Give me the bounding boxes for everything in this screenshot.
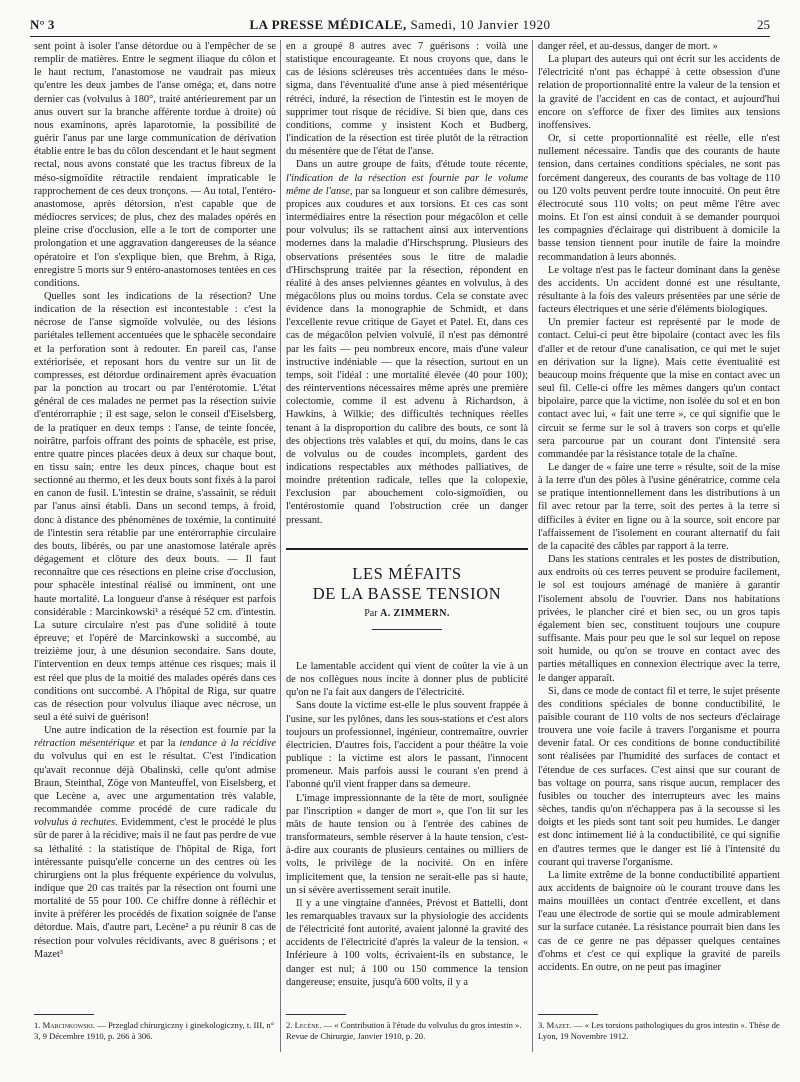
paragraph: Le danger de « faire une terre » résulte, soit de la mise à la terre d'un des pôles à l'usine génératrice, comme cela se pratique intentionnellement dans les distributions à un fil avec retour par la terre, soit des pertes à la terre si difficiles à éviter en ligne ou à la source, soit encore par l'affaissement de l'isolement en courant alternatif du fait de la capacité des câbles par rapport à la terre.	[538, 462, 780, 552]
paragraph: Le lamentable accident qui vient de coûter la vie à un de nos collègues nous incite à donner plus de publicité qu'on ne l'a fait aux dangers de l'électricité.	[286, 661, 528, 699]
footnote-1	[34, 1020, 276, 1042]
paragraph: en a groupé 8 autres avec 7 guérisons : voilà une statistique encourageante. Et nous croyons que, dans le cas de lésions scléreuses très accentuées dans le méso-sigma, dans l'éventualité d'une anse à pied mésentérique rétréci, induré, la résection de l'intestin est le moyen de supprimer tout risque de récidive. Si bien que, dans ces conditions, comme y insistent Koch et Budberg, l'indication de la résection est tirée plutôt de la rétraction du mésentère que de l'état de l'anse.	[286, 41, 528, 158]
paragraph: L'image impressionnante de la tête de mort, soulignée par l'inscription « danger de mort », que l'on lit sur les mâts de haute tension ou à l'entrée des cabines de transformateurs, semble réserver à la haute tension, c'est-à-dire aux courants de plusieurs centaines ou milliers de volts, le privilège de la nocivité. On en infère implicitement que, la tension ne serait-elle pas si haute, un si sévère avertissement serait inutile.	[286, 792, 528, 896]
paragraph: sent point à isoler l'anse détordue ou à l'empêcher de se remplir de matières. Entre le segment iliaque du côlon et le haut rectum, l'anastomose ne vaudrait pas mieux qu'entre les deux jambes de l'anse oméga; et, dans notre dernier cas (volvulus à 180°, traité antérieurement par un anus ouvert sur la branche afférente tordue à droite) où nous examinons, après laparotomie, la possibilité de guérir l'anus par une large communication de dérivation établie entre le bas du côlon descendant et le haut segment rectal, nous avons constaté que les tractus fibreux de la méso-sigmoïdite rétractile rendaient impraticable le rapprochement de ces deux tronçons. — Au total, l'entéro-anastomose, après détorsion, n'est capable que de médiocres services; de plus, chez des malades opérés en pleine crise d'occlusion, elle a le tort de comporter une prolongation et une aggravation dangereuses de la séance opératoire et l'on s'explique bien, que Brehm, à Riga, enregistre 5 morts sur 9 entéro-anastomoses tentées en ces conditions.	[34, 41, 276, 289]
text-run: . Evidemment, c'est le procédé le plus sûr de parer à la récidive; mais il ne faut pas perdre de vue sa léthalité : la statistique de l'hôpital de Riga, fort intéressante puisqu'elle concerne un des centres où les chirurgiens ont la plus fréquente expérience du volvulus, indique que 20 cas traités par la résection ont fourni une mortalité de 55 pour 100. Ce chiffre donne à réfléchir et invite à préférer les procédés de fixation soignée de l'anse détordue. Mais, d'autre part, Lecène² a pu réunir 8 cas de résection pour volvules récidivants, avec 8 guérisons ; et Mazet³	[34, 817, 276, 960]
article-body	[286, 660, 528, 1010]
footnote-2	[286, 1020, 528, 1042]
page-number: 25	[757, 17, 770, 32]
short-rule	[372, 629, 442, 630]
italic-run: rétraction mésentérique	[34, 738, 135, 750]
column-2	[286, 40, 528, 550]
paragraph: Un premier facteur est représenté par le mode de contact. Celui-ci peut être bipolaire (contact avec les fils d'aller et de retour d'une canalisation, ce qui met le sujet en dérivation sur la ligne). Mais cette éventualité est beaucoup moins fréquente que la mise en contact avec un seul fil. Celle-ci offre les mêmes dangers qu'un contact bipolaire, parce que la victime, non isolée du sol et en bon contact avec lui, « fait une terre », ce qui signifie que le circuit se ferme sur le sol à travers son corps et qu'elle sera parcourue par un courant dont l'intensité sera commandée par la résistance totale de la chaîne.	[538, 317, 780, 460]
column-1	[34, 40, 276, 1010]
paragraph: La plupart des auteurs qui ont écrit sur les accidents de l'électricité n'ont pas échappé à cette obsession d'une relation de proportionnalité entre la valeur de la tension et la gravité de l'accident en cas de contact, et aujourd'hui encore on s'efforce de fixer des limites aux tensions inoffensives.	[538, 54, 780, 131]
issue-date: Samedi, 10 Janvier 1920	[410, 17, 551, 32]
footnote-rule	[34, 1014, 94, 1015]
column-3	[538, 40, 780, 1005]
paragraph: Il y a une vingtaine d'années, Prévost et Battelli, dont les remarquables travaux sur la physiologie des accidents de l'électricité font autorité, avaient jalonné la gravité des accidents de l'électricité d'après la valeur de la tension. « Inférieure à 100 volts, écrivaient-ils en substance, le danger est nul; à 100 ou 150 commence la tension dangereuse; ensuite, jusqu'à 600 volts, il y a	[286, 897, 528, 988]
article-rule	[286, 548, 528, 550]
footnote-rule	[538, 1014, 598, 1015]
footnote-rule	[286, 1014, 346, 1015]
footnote-number: 3.	[538, 1020, 545, 1030]
footnote-text: — « Les torsions pathologiques du gros intestin ». Thèse de Lyon, 19 Novembre 1912.	[538, 1020, 780, 1041]
title-line: DE LA BASSE TENSION	[312, 584, 502, 603]
footnote-number: 1.	[34, 1020, 41, 1030]
footnote-text: — « Contribution à l'étude du volvulus du gros intestin ». Revue de Chirurgie, Janvier 1910, p. 20.	[286, 1020, 522, 1041]
italic-run: volvulus à rechutes	[34, 817, 115, 829]
text-run: Une autre indication de la résection est fournie par la	[44, 725, 276, 737]
byline-prefix: Par	[364, 608, 378, 619]
journal-name: LA PRESSE MÉDICALE,	[249, 17, 407, 32]
footnote-text: — Przeglad chirurgiczny i ginekologiczny, t. III, n° 3, 9 Décembre 1910, p. 266 à 306.	[34, 1020, 275, 1041]
column-separator	[280, 40, 281, 1052]
byline	[286, 608, 528, 619]
footnote-author: Lecène.	[294, 1020, 322, 1030]
header-rule	[30, 36, 770, 37]
footnote-3	[538, 1020, 780, 1042]
paragraph: danger réel, et au-dessus, danger de mort. »	[538, 41, 718, 52]
footnote-author: Mazet.	[546, 1020, 572, 1030]
paragraph	[286, 158, 528, 526]
author-name: A. ZIMMERN.	[380, 608, 450, 619]
paragraph: Dans les stations centrales et les postes de distribution, aux endroits où ces terres peuvent se produire facilement, le sol est toujours aménagé de manière à garantir l'isolement absolu de l'ouvrier. Dans nos habitations privées, le plancher ciré et bien sec, ou un gros tapis également bien sec, constituent toujours une coupure suffisante. Mais pour peu que le sol sur lequel on repose soit humide, ou qu'on se trouve en contact avec des parties métalliques en connexion électrique avec la terre, le danger apparaît.	[538, 554, 780, 684]
article-header	[286, 548, 528, 636]
paragraph: Or, si cette proportionnalité est réelle, elle n'est nullement nécessaire. Tandis que des courants de haute tension, dans certaines conditions spéciales, ne sont pas forcément dangereux, des courants de bas voltage de 110 ou 120 volts peuvent perdre toute innocuité. On peut être électrocuté sous 110 volts; on peut même l'être avec moins. Et l'on est ainsi conduit à se demander pourquoi les compagnies d'éclairage qui distribuent à domicile la basse tension tiennent pour inutile de faire la moindre recommandation à leurs abonnés.	[538, 133, 780, 263]
journal-title	[30, 16, 770, 34]
footnote-number: 2.	[286, 1020, 293, 1030]
text-run: du volvulus qui en est le résultat. C'est l'indication qu'avait reconnue déjà Obalinski, celle qu'ont admise Braun, Steinthal, Zöge von Manteuffel, von Eiselsberg, et que Lecène a, avec une argumentation très valable, recommandée comme procédé de cure radicale du	[34, 751, 276, 816]
paragraph: Quelles sont les indications de la résection? Une indication de la résection est incontestable : c'est la nécrose de l'anse sigmoïde volvulée, ou des lésions pariétales tellement accentuées que le sphacèle secondaire et la perforation sont à redouter. En pareil cas, l'anse extériorisée, et reposant hors du ventre sur un lit de compresses, est détordue ordinairement après évacuation par la ponction au trocart ou par l'entérotomie. L'état général de ces malades ne permet pas la résection suivie d'entérorraphie ; il est sage, selon le conseil d'Eiselsberg, de la pratiquer en deux temps : l'anse, de teinte foncée, noirâtre, parfois offrant des points de sphacèle, est prise, entre quatre pinces placées deux à deux sur chaque bout, en tissu sain; entre les deux pinces, chaque bout est sectionné au thermo, et les deux bouts sont fixés à la paroi en canon de fusil. L'intestin se draine, s'assainit, se réduit par l'anus ainsi établi. Dans un second temps, à froid, donc à distance des phénomènes de toxémie, la continuité de l'intestin sera rétablie par une entérorraphie circulaire des bouts, libérés, ou par une anastomose latérale après dégagement et clôture des deux bouts. — Il faut reconnaître que ces résections en pleine crise d'occlusion, pour sphacèle intestinal réalisé ou imminent, ont une haute mortalité. La longueur d'anse à réséquer est parfois considérable : Marcinkowski¹ a réséqué 52 cm. d'intestin. La suture circulaire n'est pas d'une solidité à toute épreuve; et l'opéré de Marcinkowski a succombé, au treizième jour, à une désunion secondaire. Sans doute, l'intervention en deux temps atténue ces risques; mais il est réel que plus de la moitié des malades opérés dans ces conditions ont succombé. A l'hôpital de Riga, sur quatre cas de résection pour volvulus iliaque avec nécrose, un seul a été suivi de guérison!	[34, 290, 276, 723]
paragraph: Sans doute la victime est-elle le plus souvent frappée à l'usine, sur les pylônes, dans les sous-stations et c'est alors toujours un professionnel, ingénieur, contremaître, ouvrier électricien. D'autres fois, l'accident a pour théâtre la voie publique : la victime est alors le passant, l'innocent promeneur. Mais parfois aussi le courant s'en prend à l'abonné qu'il vient frapper dans sa demeure.	[286, 700, 528, 791]
page-header	[30, 16, 770, 34]
italic-run: l'indication de la résection est fournie par le volume même de l'anse	[286, 172, 528, 197]
issue-number: N° 3	[30, 17, 55, 32]
text-run: et par la	[134, 738, 180, 750]
paragraph: La limite extrême de la bonne conductibilité appartient aux accidents de baignoire où le courant trouve dans les mains mouillées un contact d'entrée excellent, et dans l'eau une électrode de sortie qui se moule admirablement sur la surface cutanée. La résistance pourrait bien dans les cas de ce genre ne pas dépasser quelques centaines d'ohms et c'est ce qui explique la gravité de pareils accidents. En outre, on ne peut pas imaginer	[538, 869, 780, 973]
footnote-author: Marcinkowski.	[42, 1020, 96, 1030]
paragraph	[34, 724, 276, 961]
text-run: , par sa longueur et son calibre démesurés, propices aux coudures et aux torsions. Et ces cas sont intermédiaires entre la résection pour mégacôlon et celle pour volvulus; ils se rattachent ainsi aux interventions modernes dans la maladie d'Hirschsprung. Plusieurs des observations présentées sous le titre de maladie d'Hirschsprung traitée par la résection, répondent en réalité à des anses pelviennes géantes en volvulus, à des mégacôlons plus ou moins tordus. Cela se constate avec évidence dans la monographie de Schmidt, et dans l'excellente revue critique de Gayet et Patel. Et, dans ces cas de mégacôlon pelvien volvulé, il n'est pas démontré par les faits — peu nombreux encore, mais d'une valeur instructive indéniable — que la résection, surtout en un temps, soit l'idéal : une mortalité élevée (40 pour 100); des réinterventions nécessaires même après une première colectomie, comme il est advenu à Richardson, à Hawkins, à Wilkie; des difficultés techniques réelles tenant à la disproportion du calibre des bouts, ce sont là des objections très valables et qui, du moins, dans le cas de volvulus ou de coudes incomplets, gardent des indications respectables aux méthodes palliatives, de moindre prétention radicale, telles que la colopexie, l'exclusion par abouchement colo-sigmoïdien, ou l'entérostomie quand l'obstruction crée un danger pressant.	[286, 185, 528, 526]
text-run: Dans un autre groupe de faits, d'étude toute récente,	[296, 159, 528, 171]
title-line: LES MÉFAITS	[352, 564, 462, 583]
article-title	[286, 564, 528, 604]
column-separator	[532, 40, 533, 1052]
paragraph: Si, dans ce mode de contact fil et terre, le sujet présente des conditions spéciales de bonne conductibilité, le paisible courant de 110 volts de nos secteurs d'éclairage trouvera une voie facile à travers l'organisme et pourra devenir fatal. Or ces conditions de bonne conductibilité sont réalisées par l'humidité des surfaces de contact et l'étendue de ces surfaces. C'est ainsi que sur courant de bas voltage on pourra, sans risque aucun, remplacer des fusibles ou toucher des interrupteurs avec les mains sèches, tandis qu'on n'échappera pas à la secousse si les doigts et les pieds sont tant soit peu humides. Le danger est donc intimement lié à la conductibilité, ce qui signifie en d'autres termes que le danger est lié à l'intensité du courant qui traverse l'organisme.	[538, 685, 780, 868]
paragraph: Le voltage n'est pas le facteur dominant dans la genèse des accidents. Un accident donné est une résultante, résultante à la fois des valeurs présentées par une série de facteurs électriques et une série d'éléments biologiques.	[538, 264, 780, 316]
italic-run: tendance à la récidive	[179, 738, 276, 750]
